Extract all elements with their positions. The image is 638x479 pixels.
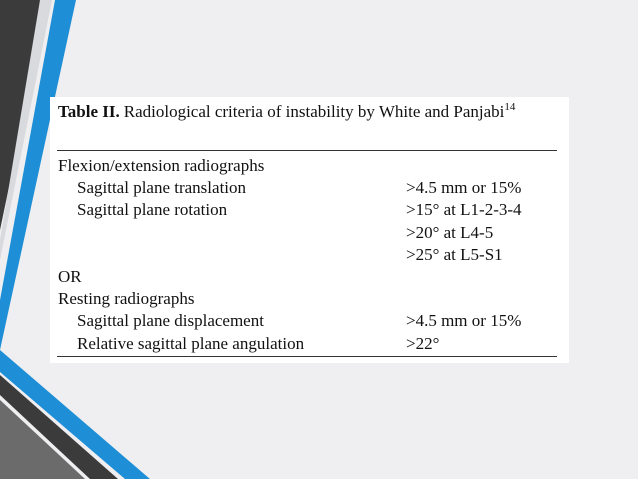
threshold-cell: >4.5 mm or 15% [406, 311, 522, 331]
table-row [50, 222, 569, 244]
threshold-cell: >15° at L1-2-3-4 [406, 200, 522, 220]
threshold-cell: >22° [406, 333, 440, 353]
criterion-cell: OR [58, 267, 82, 286]
criterion-cell: Sagittal plane displacement [77, 311, 264, 331]
table-row [50, 310, 569, 332]
table-row [50, 155, 569, 177]
table-row [50, 199, 569, 221]
criterion-cell: Relative sagittal plane angulation [77, 333, 305, 353]
threshold-cell: >25° at L5-S1 [406, 244, 503, 264]
criterion-cell: Sagittal plane rotation [77, 200, 228, 220]
table-bottom-rule [57, 356, 557, 357]
reference-number: 14 [504, 101, 516, 113]
table-row [50, 177, 569, 199]
threshold-cell: >20° at L4-5 [406, 222, 494, 242]
table-row [50, 288, 569, 310]
table-title [58, 101, 558, 122]
table-row [50, 244, 569, 266]
table-top-rule [57, 150, 557, 151]
threshold-cell: >4.5 mm or 15% [406, 178, 522, 198]
table-row [50, 266, 569, 288]
table-caption: Radiological criteria of instability by White and Panjabi [123, 102, 505, 121]
table-row [50, 333, 569, 355]
criterion-cell: Resting radiographs [58, 289, 195, 309]
table-label: Table II. [58, 102, 120, 121]
criterion-cell: Sagittal plane translation [77, 178, 247, 198]
criteria-table [50, 97, 569, 363]
criterion-cell: Flexion/extension radiographs [58, 156, 265, 175]
